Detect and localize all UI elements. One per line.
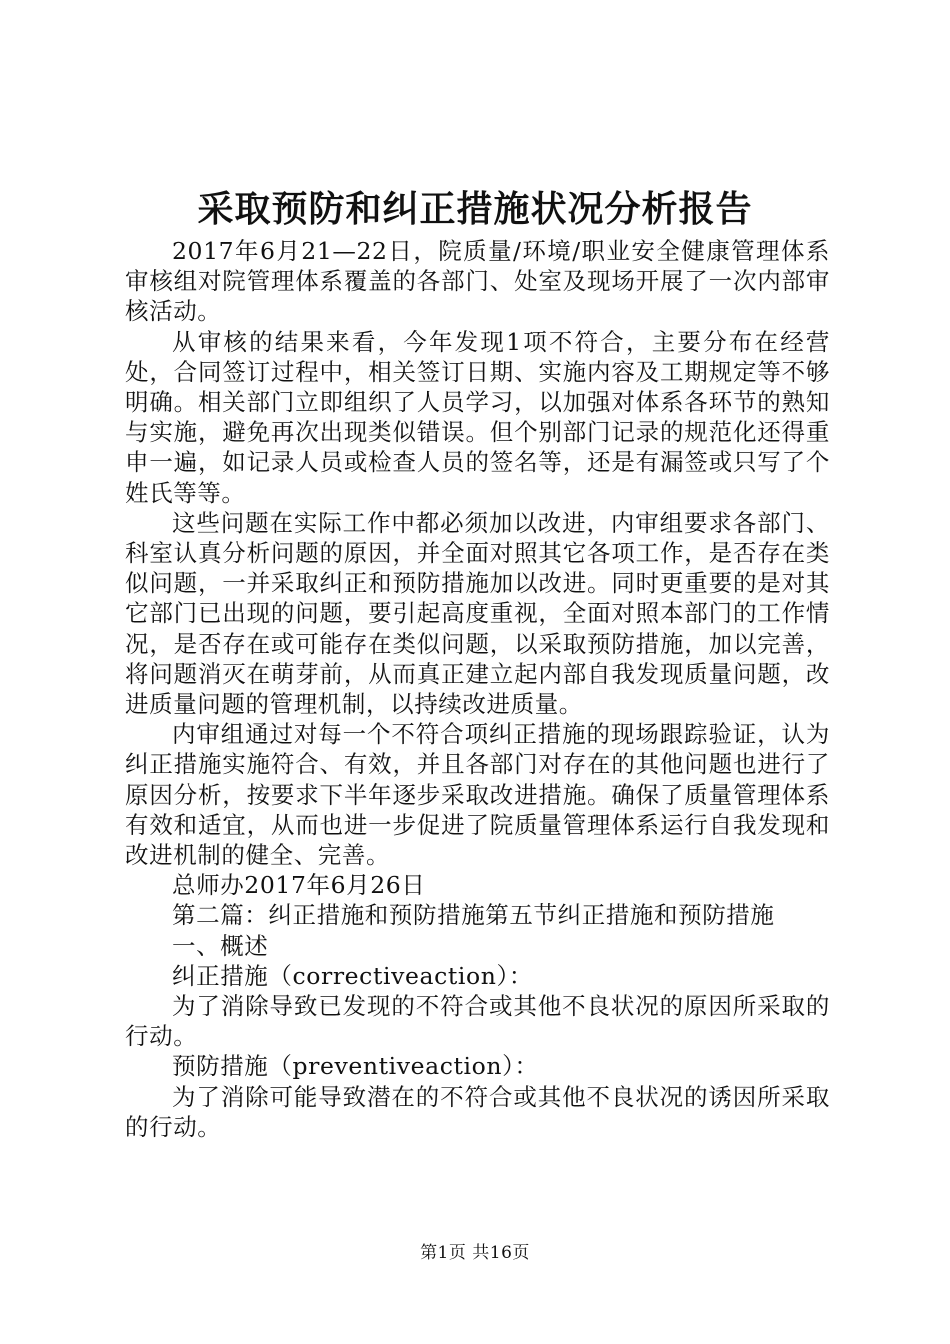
corrective-term: 纠正措施（correctiveaction）： bbox=[172, 961, 533, 990]
document-body bbox=[125, 236, 830, 1142]
paragraph-1: 2017年6月21—22日，院质量/环境/职业安全健康管理体系审核组对院管理体系覆盖的各部门、处室及现场开展了一次内部审核活动。 bbox=[125, 237, 830, 326]
corrective-definition: 为了消除导致已发现的不符合或其他不良状况的原因所采取的行动。 bbox=[125, 992, 830, 1051]
signature-line: 总师办2017年6月26日 bbox=[172, 871, 426, 900]
overview-heading: 一、概述 bbox=[172, 931, 269, 960]
preventive-definition: 为了消除可能导致潜在的不符合或其他不良状况的诱因所采取的行动。 bbox=[125, 1082, 830, 1141]
paragraph-2: 从审核的结果来看，今年发现1项不符合，主要分布在经营处，合同签订过程中，相关签订日期、实施内容及工期规定等不够明确。相关部门立即组织了人员学习，以加强对体系各环节的熟知与实施，避免再次出现类似错误。但个别部门记录的规范化还得重申一遍，如记录人员或检查人员的签名等，还是有漏签或只写了个姓氏等等。 bbox=[125, 327, 830, 507]
document-title: 采取预防和纠正措施状况分析报告 bbox=[197, 188, 753, 230]
page-number-footer: 第1页 共16页 bbox=[420, 1243, 530, 1263]
part2-heading: 第二篇：纠正措施和预防措施第五节纠正措施和预防措施 bbox=[172, 901, 775, 930]
paragraph-3: 这些问题在实际工作中都必须加以改进，内审组要求各部门、科室认真分析问题的原因，并全面对照其它各项工作，是否存在类似问题，一并采取纠正和预防措施加以改进。同时更重要的是对其它部门已出现的问题，要引起高度重视，全面对照本部门的工作情况，是否存在或可能存在类似问题，以采取预防措施，加以完善，将问题消灭在萌芽前，从而真正建立起内部自我发现质量问题，改进质量问题的管理机制，以持续改进质量。 bbox=[125, 508, 830, 719]
preventive-term: 预防措施（preventiveaction）： bbox=[172, 1052, 539, 1081]
paragraph-4: 内审组通过对每一个不符合项纠正措施的现场跟踪验证，认为纠正措施实施符合、有效，并且各部门对存在的其他问题也进行了原因分析，按要求下半年逐步采取改进措施。确保了质量管理体系有效和适宜，从而也进一步促进了院质量管理体系运行自我发现和改进机制的健全、完善。 bbox=[125, 720, 830, 870]
